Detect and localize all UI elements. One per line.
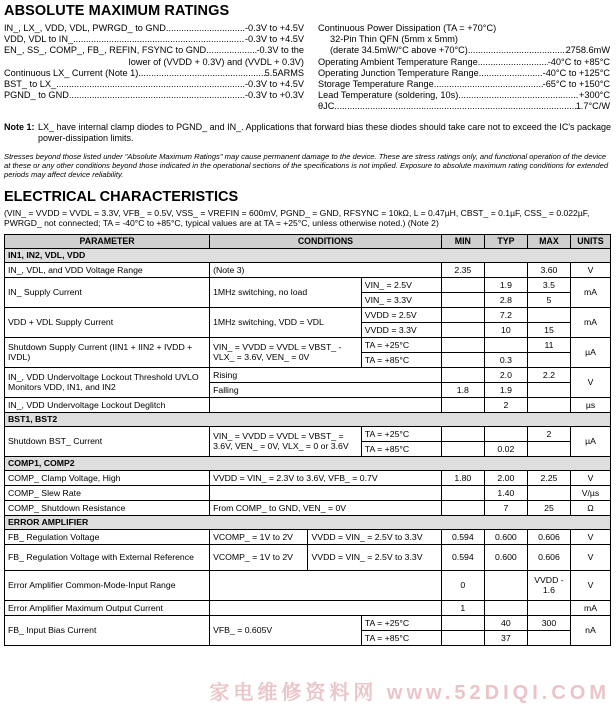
- table-cell: 1.8: [441, 382, 484, 397]
- note-1: [4, 122, 612, 144]
- note-label: Note 1:: [4, 121, 35, 132]
- table-cell: 2.2: [527, 367, 570, 382]
- param-cell: FB_ Regulation Voltage: [5, 529, 210, 544]
- units-cell: V: [570, 470, 610, 485]
- condition-cell: [210, 397, 442, 412]
- sub-condition-cell: VIN_ = 2.5V: [361, 277, 441, 292]
- ec-title: ELECTRICAL CHARACTERISTICS: [4, 188, 239, 205]
- units-cell: V: [570, 544, 610, 570]
- amr-line: EN_, SS_, COMP_, FB_, REFIN, FSYNC to GND ..... -0.3V to the: [4, 45, 304, 56]
- table-header-row: [5, 234, 611, 248]
- table-cell: [441, 292, 484, 307]
- header-units: UNITS: [570, 234, 610, 248]
- datasheet-page: [4, 3, 612, 646]
- sub-condition-cell: TA = +85°C: [361, 352, 441, 367]
- table-cell: 2.35: [441, 262, 484, 277]
- units-cell: mA: [570, 307, 610, 337]
- param-cell: VDD + VDL Supply Current: [5, 307, 210, 337]
- table-cell: 1: [441, 600, 484, 615]
- table-cell: [441, 426, 484, 441]
- amr-block: [4, 23, 612, 113]
- table-cell: [527, 441, 570, 456]
- table-cell: [527, 382, 570, 397]
- table-row: [5, 470, 611, 485]
- units-cell: Ω: [570, 500, 610, 515]
- amr-line: θJC ..... 1.7°C/W: [318, 101, 610, 112]
- table-cell: 0: [441, 570, 484, 600]
- ec-conditions: (VIN_ = VVDD = VVDL = 3.3V, VFB_ = 0.5V, VSS_ = VREFIN = 600mV, PGND_ = GND, RFSYNC = 10kΩ, L = 0.47µH, CBST_ = 0.1µF, CSS_ = 0.022µF, PWRGD_ not connected; TA = -40°C to +85°C, typical values are at TA = +25°C, unless otherwise noted.) (Note 2): [4, 207, 590, 229]
- param-cell: IN_, VDD Undervoltage Lockout Threshold UVLO Monitors VDD, IN1, and IN2: [5, 367, 210, 397]
- sub-condition-cell: TA = +25°C: [361, 337, 441, 352]
- condition-cell: (Note 3): [210, 262, 442, 277]
- units-cell: µs: [570, 397, 610, 412]
- table-cell: 2.8: [484, 292, 527, 307]
- sub-condition-cell: TA = +85°C: [361, 441, 441, 456]
- table-cell: 3.5: [527, 277, 570, 292]
- table-cell: 2.00: [484, 470, 527, 485]
- param-cell: IN_ Supply Current: [5, 277, 210, 307]
- condition-cell: [210, 485, 442, 500]
- sub-condition-cell: VVDD = VIN_ = 2.5V to 3.3V: [308, 529, 441, 544]
- sub-condition-cell: VVDD = VIN_ = 2.5V to 3.3V: [308, 544, 441, 570]
- section-row: [5, 412, 611, 426]
- condition-cell: VCOMP_ = 1V to 2V: [210, 529, 308, 544]
- sub-condition-cell: TA = +25°C: [361, 426, 441, 441]
- units-cell: V: [570, 262, 610, 277]
- header-typ: TYP: [484, 234, 527, 248]
- table-cell: [441, 277, 484, 292]
- amr-line: lower of (VVDD + 0.3V) and (VVDL + 0.3V): [128, 56, 304, 67]
- units-cell: mA: [570, 600, 610, 615]
- condition-cell: VIN_ = VVDD = VVDL = VBST_ = 3.6V, VEN_ = 0V, VLX_ = 0 or 3.6V: [210, 426, 362, 456]
- table-cell: [441, 500, 484, 515]
- table-cell: [441, 337, 484, 352]
- table-row: [5, 262, 611, 277]
- condition-cell: [210, 570, 442, 600]
- table-cell: 1.9: [484, 277, 527, 292]
- param-cell: FB_ Input Bias Current: [5, 615, 210, 645]
- table-cell: [484, 337, 527, 352]
- table-cell: 0.3: [484, 352, 527, 367]
- table-cell: 0.606: [527, 529, 570, 544]
- amr-left-column: [4, 23, 304, 113]
- table-cell: 0.600: [484, 529, 527, 544]
- table-cell: [441, 630, 484, 645]
- param-cell: Error Amplifier Maximum Output Current: [5, 600, 210, 615]
- sub-condition-cell: VIN_ = 3.3V: [361, 292, 441, 307]
- section-heading: COMP1, COMP2: [5, 456, 611, 470]
- amr-title: ABSOLUTE MAXIMUM RATINGS: [4, 3, 230, 19]
- condition-cell: VFB_ = 0.605V: [210, 615, 362, 645]
- table-cell: 10: [484, 322, 527, 337]
- amr-line: Operating Junction Temperature Range ..... -40°C to +125°C: [318, 68, 610, 79]
- amr-line: (derate 34.5mW/°C above +70°C) ..... 2758.6mW: [318, 45, 610, 56]
- header-parameter: PARAMETER: [5, 234, 210, 248]
- amr-line: Continuous Power Dissipation (TA = +70°C): [318, 23, 497, 33]
- units-cell: V/µs: [570, 485, 610, 500]
- param-cell: COMP_ Clamp Voltage, High: [5, 470, 210, 485]
- units-cell: µA: [570, 337, 610, 367]
- table-cell: [441, 441, 484, 456]
- table-cell: [527, 485, 570, 500]
- table-cell: [484, 262, 527, 277]
- watermark: 家电维修资料网 www.52DIQI.COM: [209, 682, 610, 704]
- amr-line: 32-Pin Thin QFN (5mm x 5mm): [330, 34, 458, 45]
- table-row: [5, 615, 611, 630]
- amr-line: IN_, LX_, VDD, VDL, PWRGD_ to GND ..... -0.3V to +4.5V: [4, 23, 304, 34]
- section-heading: IN1, IN2, VDL, VDD: [5, 248, 611, 262]
- table-cell: [441, 352, 484, 367]
- amr-line: Storage Temperature Range ..... -65°C to +150°C: [318, 79, 610, 90]
- table-row: [5, 544, 611, 570]
- table-row: [5, 397, 611, 412]
- sub-condition-cell: VVDD = 3.3V: [361, 322, 441, 337]
- table-row: [5, 485, 611, 500]
- amr-line: Operating Ambient Temperature Range ..... -40°C to +85°C: [318, 57, 610, 68]
- table-cell: [441, 322, 484, 337]
- stress-disclaimer: Stresses beyond those listed under "Absolute Maximum Ratings" may cause permanent damage to the device. These are stress ratings only, and functional operation of the device at these or any other conditions beyond those indicated in the operational sections of the specifications is not implied. Exposure to absolute maximum rating conditions for extended periods may affect device reliability.: [4, 151, 609, 180]
- table-cell: VVDD - 1.6: [527, 570, 570, 600]
- table-cell: 7.2: [484, 307, 527, 322]
- table-cell: 1.40: [484, 485, 527, 500]
- table-row: [5, 426, 611, 441]
- table-cell: 15: [527, 322, 570, 337]
- param-cell: Shutdown BST_ Current: [5, 426, 210, 456]
- section-heading: ERROR AMPLIFIER: [5, 515, 611, 529]
- units-cell: mA: [570, 277, 610, 307]
- table-cell: 2: [484, 397, 527, 412]
- param-cell: FB_ Regulation Voltage with External Reference: [5, 544, 210, 570]
- table-cell: 7: [484, 500, 527, 515]
- table-cell: 300: [527, 615, 570, 630]
- section-row: [5, 456, 611, 470]
- table-cell: [527, 600, 570, 615]
- table-cell: [527, 352, 570, 367]
- table-cell: 11: [527, 337, 570, 352]
- table-cell: [441, 307, 484, 322]
- table-cell: [441, 397, 484, 412]
- condition-cell: [210, 600, 442, 615]
- condition-cell: 1MHz switching, no load: [210, 277, 362, 307]
- note-text: LX_ have internal clamp diodes to PGND_ and IN_. Applications that forward bias these diodes should take care not to exceed the IC's package power-dissipation limits.: [38, 121, 612, 143]
- amr-right-column: [304, 23, 610, 113]
- amr-line: Lead Temperature (soldering, 10s) ..... +300°C: [318, 90, 610, 101]
- param-cell: Error Amplifier Common-Mode-Input Range: [5, 570, 210, 600]
- table-cell: [527, 630, 570, 645]
- param-cell: Shutdown Supply Current (IIN1 + IIN2 + IVDD + IVDL): [5, 337, 210, 367]
- table-cell: [527, 307, 570, 322]
- table-cell: 0.600: [484, 544, 527, 570]
- table-cell: [484, 570, 527, 600]
- table-row: [5, 600, 611, 615]
- param-cell: IN_, VDD Undervoltage Lockout Deglitch: [5, 397, 210, 412]
- table-row: [5, 570, 611, 600]
- condition-cell: Rising: [210, 367, 442, 382]
- table-cell: 40: [484, 615, 527, 630]
- header-min: MIN: [441, 234, 484, 248]
- table-cell: 37: [484, 630, 527, 645]
- param-cell: COMP_ Slew Rate: [5, 485, 210, 500]
- sub-condition-cell: TA = +85°C: [361, 630, 441, 645]
- units-cell: V: [570, 367, 610, 397]
- table-cell: [441, 485, 484, 500]
- table-cell: 3.60: [527, 262, 570, 277]
- table-row: [5, 500, 611, 515]
- table-cell: 2.0: [484, 367, 527, 382]
- table-cell: 2: [527, 426, 570, 441]
- table-cell: 1.9: [484, 382, 527, 397]
- table-row: [5, 307, 611, 322]
- sub-condition-cell: VVDD = 2.5V: [361, 307, 441, 322]
- condition-cell: From COMP_ to GND, VEN_ = 0V: [210, 500, 442, 515]
- table-cell: 0.594: [441, 529, 484, 544]
- units-cell: µA: [570, 426, 610, 456]
- table-cell: 2.25: [527, 470, 570, 485]
- header-conditions: CONDITIONS: [210, 234, 442, 248]
- table-cell: 25: [527, 500, 570, 515]
- table-row: [5, 277, 611, 292]
- table-cell: [441, 367, 484, 382]
- table-cell: [527, 397, 570, 412]
- param-cell: IN_, VDL, and VDD Voltage Range: [5, 262, 210, 277]
- amr-line: PGND_ to GND ..... -0.3V to +0.3V: [4, 90, 304, 101]
- condition-cell: VCOMP_ = 1V to 2V: [210, 544, 308, 570]
- amr-line: Continuous LX_ Current (Note 1) ..... 5.5ARMS: [4, 68, 304, 79]
- section-row: [5, 515, 611, 529]
- ec-table: [4, 234, 611, 646]
- condition-cell: Falling: [210, 382, 442, 397]
- header-max: MAX: [527, 234, 570, 248]
- table-row: [5, 337, 611, 352]
- table-cell: [484, 600, 527, 615]
- table-cell: 0.606: [527, 544, 570, 570]
- table-cell: 0.594: [441, 544, 484, 570]
- section-heading: BST1, BST2: [5, 412, 611, 426]
- table-row: [5, 529, 611, 544]
- amr-line: BST_ to LX_ ..... -0.3V to +4.5V: [4, 79, 304, 90]
- condition-cell: 1MHz switching, VDD = VDL: [210, 307, 362, 337]
- param-cell: COMP_ Shutdown Resistance: [5, 500, 210, 515]
- table-cell: 1.80: [441, 470, 484, 485]
- table-cell: [484, 426, 527, 441]
- units-cell: V: [570, 570, 610, 600]
- table-row: [5, 367, 611, 382]
- sub-condition-cell: TA = +25°C: [361, 615, 441, 630]
- table-cell: 0.02: [484, 441, 527, 456]
- table-cell: [441, 615, 484, 630]
- units-cell: nA: [570, 615, 610, 645]
- table-cell: 5: [527, 292, 570, 307]
- units-cell: V: [570, 529, 610, 544]
- section-row: [5, 248, 611, 262]
- condition-cell: VVDD = VIN_ = 2.3V to 3.6V, VFB_ = 0.7V: [210, 470, 442, 485]
- condition-cell: VIN_ = VVDD = VVDL = VBST_ - VLX_ = 3.6V, VEN_ = 0V: [210, 337, 362, 367]
- amr-line: VDD, VDL to IN_ ..... -0.3V to +4.5V: [4, 34, 304, 45]
